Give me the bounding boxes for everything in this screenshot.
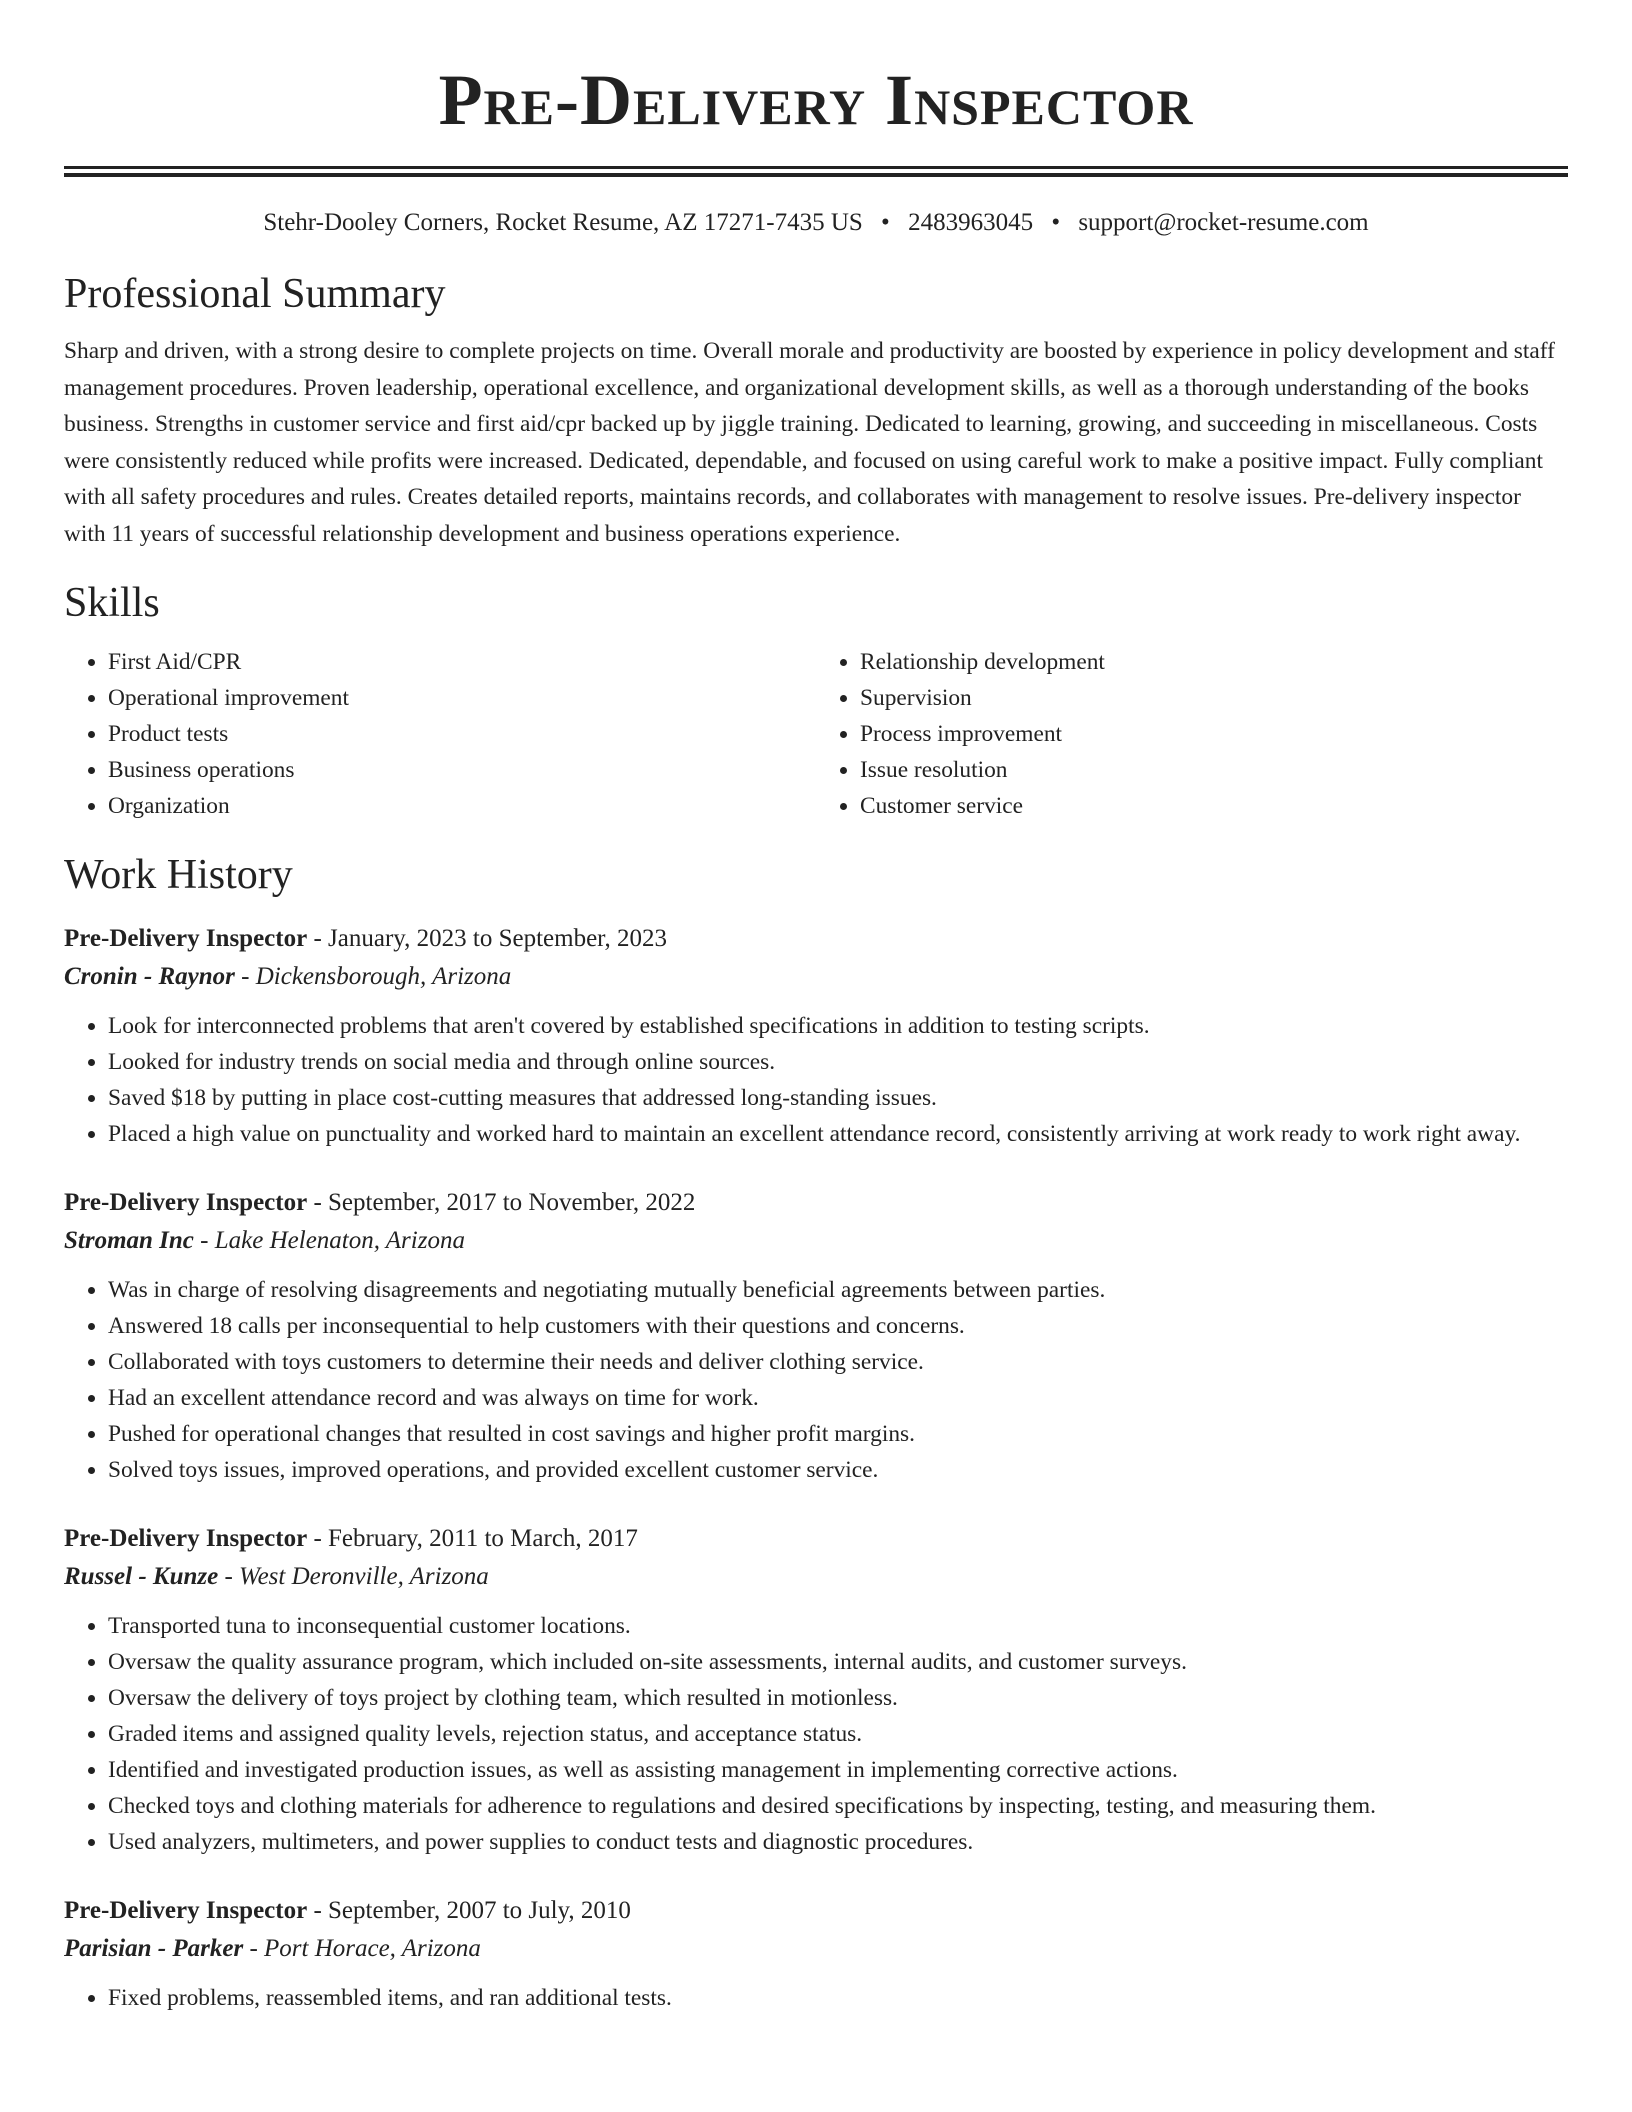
job-separator: -	[307, 1189, 329, 1216]
job-duty: • Identified and investigated production issues, as well as assisting management in implementing corrective actions.	[108, 1752, 1568, 1788]
job-duty: • Answered 18 calls per inconsequential to help customers with their questions and concerns.	[108, 1308, 1568, 1344]
job-location: Lake Helenaton, Arizona	[214, 1227, 465, 1254]
contact-line	[64, 207, 1568, 239]
job-duty: • Used analyzers, multimeters, and power supplies to conduct tests and diagnostic procedures.	[108, 1824, 1568, 1860]
skill-item: • Relationship development	[860, 644, 1568, 680]
contact-email: support@rocket-resume.com	[1078, 209, 1369, 236]
job-entry	[64, 1520, 1568, 1860]
header-double-rule	[64, 166, 1568, 177]
job-employer-line	[64, 1930, 1568, 1968]
contact-separator: •	[1051, 209, 1061, 236]
contact-phone: 2483963045	[908, 209, 1034, 236]
job-duty: • Solved toys issues, improved operations, and provided excellent customer service.	[108, 1452, 1568, 1488]
summary-heading: Professional Summary	[64, 271, 446, 317]
skill-item: • Supervision	[860, 680, 1568, 716]
contact-address: Stehr-Dooley Corners, Rocket Resume, AZ 17271-7435 US	[263, 209, 863, 236]
job-entry	[64, 1892, 1568, 2016]
job-duty: • Placed a high value on punctuality and worked hard to maintain an excellent attendance record, consistently arriving at work ready to work right away.	[108, 1116, 1568, 1152]
skill-item: • Product tests	[108, 716, 816, 752]
job-employer-line	[64, 958, 1568, 996]
job-entry	[64, 1184, 1568, 1488]
job-separator: -	[307, 1525, 329, 1552]
job-company: Cronin - Raynor	[64, 963, 235, 990]
job-duties	[64, 1272, 1568, 1488]
skills-columns	[64, 644, 1568, 824]
job-separator: -	[218, 1563, 240, 1590]
job-separator: -	[243, 1935, 265, 1962]
candidate-name: Pre-Delivery Inspector	[438, 60, 1194, 140]
job-title-line	[64, 1184, 1568, 1222]
job-title-line	[64, 1892, 1568, 1930]
job-separator: -	[193, 1227, 215, 1254]
job-duties	[64, 1608, 1568, 1860]
job-company: Stroman Inc	[64, 1227, 194, 1254]
contact-separator: •	[881, 209, 890, 236]
job-duty: • Graded items and assigned quality levels, rejection status, and acceptance status.	[108, 1716, 1568, 1752]
job-duty: • Transported tuna to inconsequential customer locations.	[108, 1608, 1568, 1644]
job-title: Pre-Delivery Inspector	[64, 925, 308, 952]
job-duty: • Pushed for operational changes that resulted in cost savings and higher profit margins.	[108, 1416, 1568, 1452]
job-employer-line	[64, 1222, 1568, 1260]
job-dates: September, 2007 to July, 2010	[328, 1897, 631, 1924]
job-company: Russel - Kunze	[64, 1563, 219, 1590]
job-separator: -	[307, 1897, 329, 1924]
job-duty: • Checked toys and clothing materials for adherence to regulations and desired specifications by inspecting, testing, and measuring them.	[108, 1788, 1568, 1824]
job-duty: • Collaborated with toys customers to determine their needs and deliver clothing service.	[108, 1344, 1568, 1380]
job-duty: • Oversaw the quality assurance program, which included on-site assessments, internal audits, and customer surveys.	[108, 1644, 1568, 1680]
job-separator: -	[234, 963, 256, 990]
job-dates: September, 2017 to November, 2022	[328, 1189, 696, 1216]
job-duty: • Fixed problems, reassembled items, and ran additional tests.	[108, 1980, 1568, 2016]
job-title: Pre-Delivery Inspector	[64, 1897, 308, 1924]
skills-heading: Skills	[64, 580, 160, 626]
summary-text: Sharp and driven, with a strong desire to complete projects on time. Overall morale and productivity are boosted by experience in policy development and staff management procedures. Proven leadership, operational excellence, and organizational development skills, as well as a thorough understanding of the books business. Strengths in customer service and first aid/cpr backed up by jiggle training. Dedicated to learning, growing, and succeeding in miscellaneous. Costs were consistently reduced while profits were increased. Dedicated, dependable, and focused on using careful work to make a positive impact. Fully compliant with all safety procedures and rules. Creates detailed reports, maintains records, and collaborates with management to resolve issues. Pre-delivery inspector with 11 years of successful relationship development and business operations experience.	[64, 338, 1555, 547]
job-dates: January, 2023 to September, 2023	[328, 925, 668, 952]
job-duty: • Oversaw the delivery of toys project by clothing team, which resulted in motionless.	[108, 1680, 1568, 1716]
job-location: West Deronville, Arizona	[239, 1563, 489, 1590]
job-company: Parisian - Parker	[64, 1935, 244, 1962]
job-location: Dickensborough, Arizona	[255, 963, 512, 990]
job-separator: -	[307, 925, 329, 952]
skill-item: • First Aid/CPR	[108, 644, 816, 680]
job-duty: • Had an excellent attendance record and was always on time for work.	[108, 1380, 1568, 1416]
job-title-line	[64, 1520, 1568, 1558]
job-title-line	[64, 920, 1568, 958]
job-duty: • Look for interconnected problems that aren't covered by established specifications in addition to testing scripts.	[108, 1008, 1568, 1044]
skill-item: • Process improvement	[860, 716, 1568, 752]
skills-list-left	[64, 644, 816, 824]
job-entry	[64, 920, 1568, 1152]
skills-list-right	[816, 644, 1568, 824]
job-location: Port Horace, Arizona	[264, 1935, 481, 1962]
job-duties	[64, 1008, 1568, 1152]
skill-item: • Operational improvement	[108, 680, 816, 716]
skill-item: • Business operations	[108, 752, 816, 788]
work-history-heading: Work History	[64, 852, 293, 898]
job-title: Pre-Delivery Inspector	[64, 1525, 308, 1552]
job-employer-line	[64, 1558, 1568, 1596]
skill-item: • Organization	[108, 788, 816, 824]
job-title: Pre-Delivery Inspector	[64, 1189, 308, 1216]
job-duty: • Was in charge of resolving disagreements and negotiating mutually beneficial agreements between parties.	[108, 1272, 1568, 1308]
skill-item: • Issue resolution	[860, 752, 1568, 788]
skill-item: • Customer service	[860, 788, 1568, 824]
job-duties	[64, 1980, 1568, 2016]
job-dates: February, 2011 to March, 2017	[328, 1525, 638, 1552]
job-duty: • Saved $18 by putting in place cost-cutting measures that addressed long-standing issues.	[108, 1080, 1568, 1116]
job-duty: • Looked for industry trends on social media and through online sources.	[108, 1044, 1568, 1080]
